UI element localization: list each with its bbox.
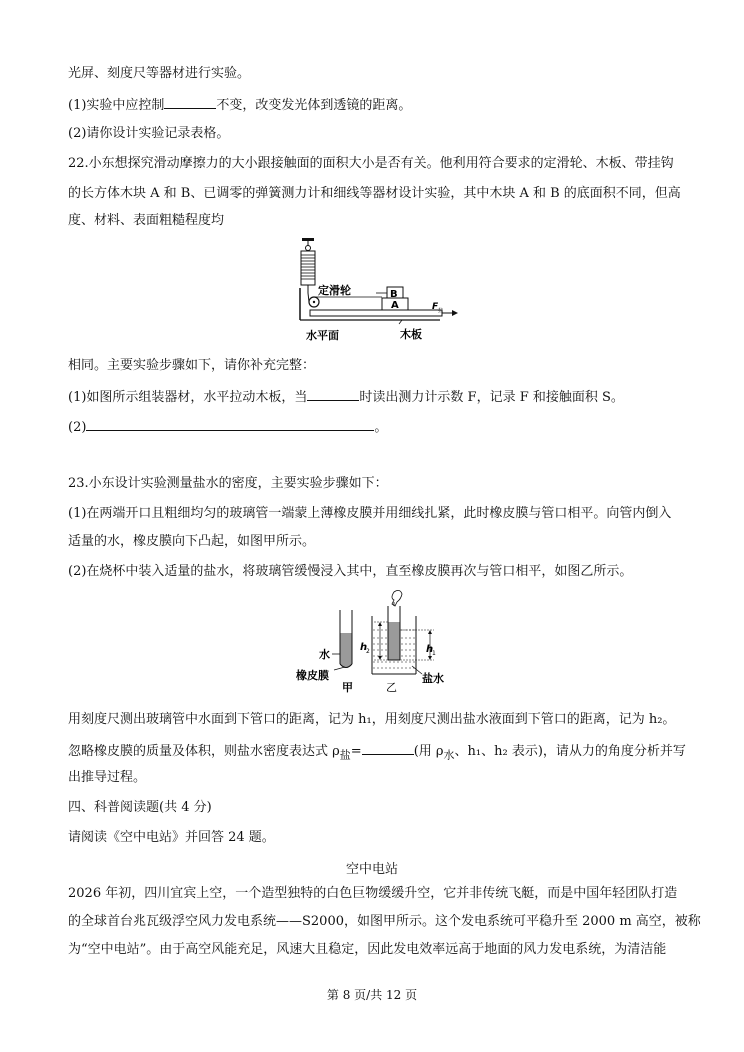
article-paragraph: 为“空中电站”。由于高空风能充足，风速大且稳定，因此发电效率远高于地面的风力发电系统，为清洁能 xyxy=(68,942,667,957)
pulley-label: 定滑轮 xyxy=(318,284,351,297)
tube-yi xyxy=(388,602,400,660)
brine-label: 盐水 xyxy=(422,672,444,685)
block-a-label: A xyxy=(391,300,399,311)
question-23-1: 适量的水，橡皮膜向下凸起，如图甲所示。 xyxy=(68,534,316,549)
force-subscript: 拉 xyxy=(438,308,444,314)
water-label: 水 xyxy=(319,648,330,661)
question-23-stem: 23.小东设计实验测量盐水的密度，主要实验步骤如下： xyxy=(68,476,388,491)
h1-label: h xyxy=(426,644,434,655)
tube-jia xyxy=(340,610,352,668)
question-23-1: (1)在两端开口且粗细均匀的玻璃管一端蒙上薄橡皮膜并用细线扎紧，此时橡皮膜与管口相平。向管内倒入 xyxy=(68,506,672,521)
h2-label: h xyxy=(360,642,368,653)
force-label: F xyxy=(432,302,439,312)
hand-icon xyxy=(392,590,402,606)
ground-label: 水平面 xyxy=(306,329,339,342)
spring-scale xyxy=(301,251,315,285)
question-22-stem: 相同。主要实验步骤如下，请你补充完整： xyxy=(68,358,316,373)
h2-subscript: 2 xyxy=(366,648,370,655)
section-heading: 四、科普阅读题(共 4 分) xyxy=(68,800,212,815)
answer-blank xyxy=(362,742,414,755)
question-21-2: (2)请你设计实验记录表格。 xyxy=(68,126,230,141)
article-paragraph: 的全球首台兆瓦级浮空风力发电系统——S2000，如图甲所示。这个发电系统可平稳升至 2000 m 高空，被称 xyxy=(68,914,701,929)
question-21-1: (1)实验中应控制 不变，改变发光体到透镜的距离。 xyxy=(68,98,412,113)
friction-experiment-figure xyxy=(290,236,460,344)
figure-jia-label: 甲 xyxy=(342,681,353,694)
question-23-2: (2)在烧杯中装入适量的盐水，将玻璃管缓慢浸入其中，直至橡皮膜再次与管口相平，如图乙所示。 xyxy=(68,564,633,579)
question-23-3: 出推导过程。 xyxy=(68,770,147,785)
block-b-label: B xyxy=(390,289,398,300)
question-23-3: 用刻度尺测出玻璃管中水面到下管口的距离，记为 h₁，用刻度尺测出盐水液面到下管口的距离，记为 h₂。 xyxy=(68,712,676,727)
answer-blank xyxy=(164,96,216,109)
answer-blank xyxy=(86,418,374,431)
reading-instruction: 请阅读《空中电站》并回答 24 题。 xyxy=(68,830,275,845)
membrane-label: 橡皮膜 xyxy=(296,669,329,682)
question-22-2: (2) 。 xyxy=(68,420,388,435)
question-22-stem: 22.小东想探究滑动摩擦力的大小跟接触面的面积大小是否有关。他利用符合要求的定滑轮、木板、带挂钩 xyxy=(68,156,674,171)
article-paragraph: 2026 年初，四川宜宾上空，一个造型独特的白色巨物缓缓升空，它并非传统飞艇，而是中国年轻团队打造 xyxy=(68,886,678,901)
text-line: 光屏、刻度尺等器材进行实验。 xyxy=(68,66,251,81)
brine-density-figure xyxy=(290,588,470,698)
board-label: 木板 xyxy=(400,328,422,341)
question-22-stem: 度、材料、表面粗糙程度均 xyxy=(68,213,225,228)
question-22-stem: 的长方体木块 A 和 B、已调零的弹簧测力计和细线等器材设计实验，其中木块 A 和 B 的底面积不同，但高 xyxy=(68,186,681,201)
page-footer: 第 8 页/共 12 页 xyxy=(326,988,418,1002)
question-22-1: (1)如图所示组装器材，水平拉动木板，当 时读出测力计示数 F，记录 F 和接触面积 S。 xyxy=(68,390,624,405)
h1-subscript: 1 xyxy=(432,650,436,657)
article-title: 空中电站 xyxy=(345,862,398,877)
wooden-board xyxy=(310,310,442,316)
answer-blank xyxy=(307,388,359,401)
question-23-3: 忽略橡皮膜的质量及体积，则盐水密度表达式 $\rho_盐=$ (用 $\rho_水$、h₁、h₂ 表示)，请从力的角度分析并写 xyxy=(68,744,686,762)
figure-yi-label: 乙 xyxy=(386,681,397,694)
